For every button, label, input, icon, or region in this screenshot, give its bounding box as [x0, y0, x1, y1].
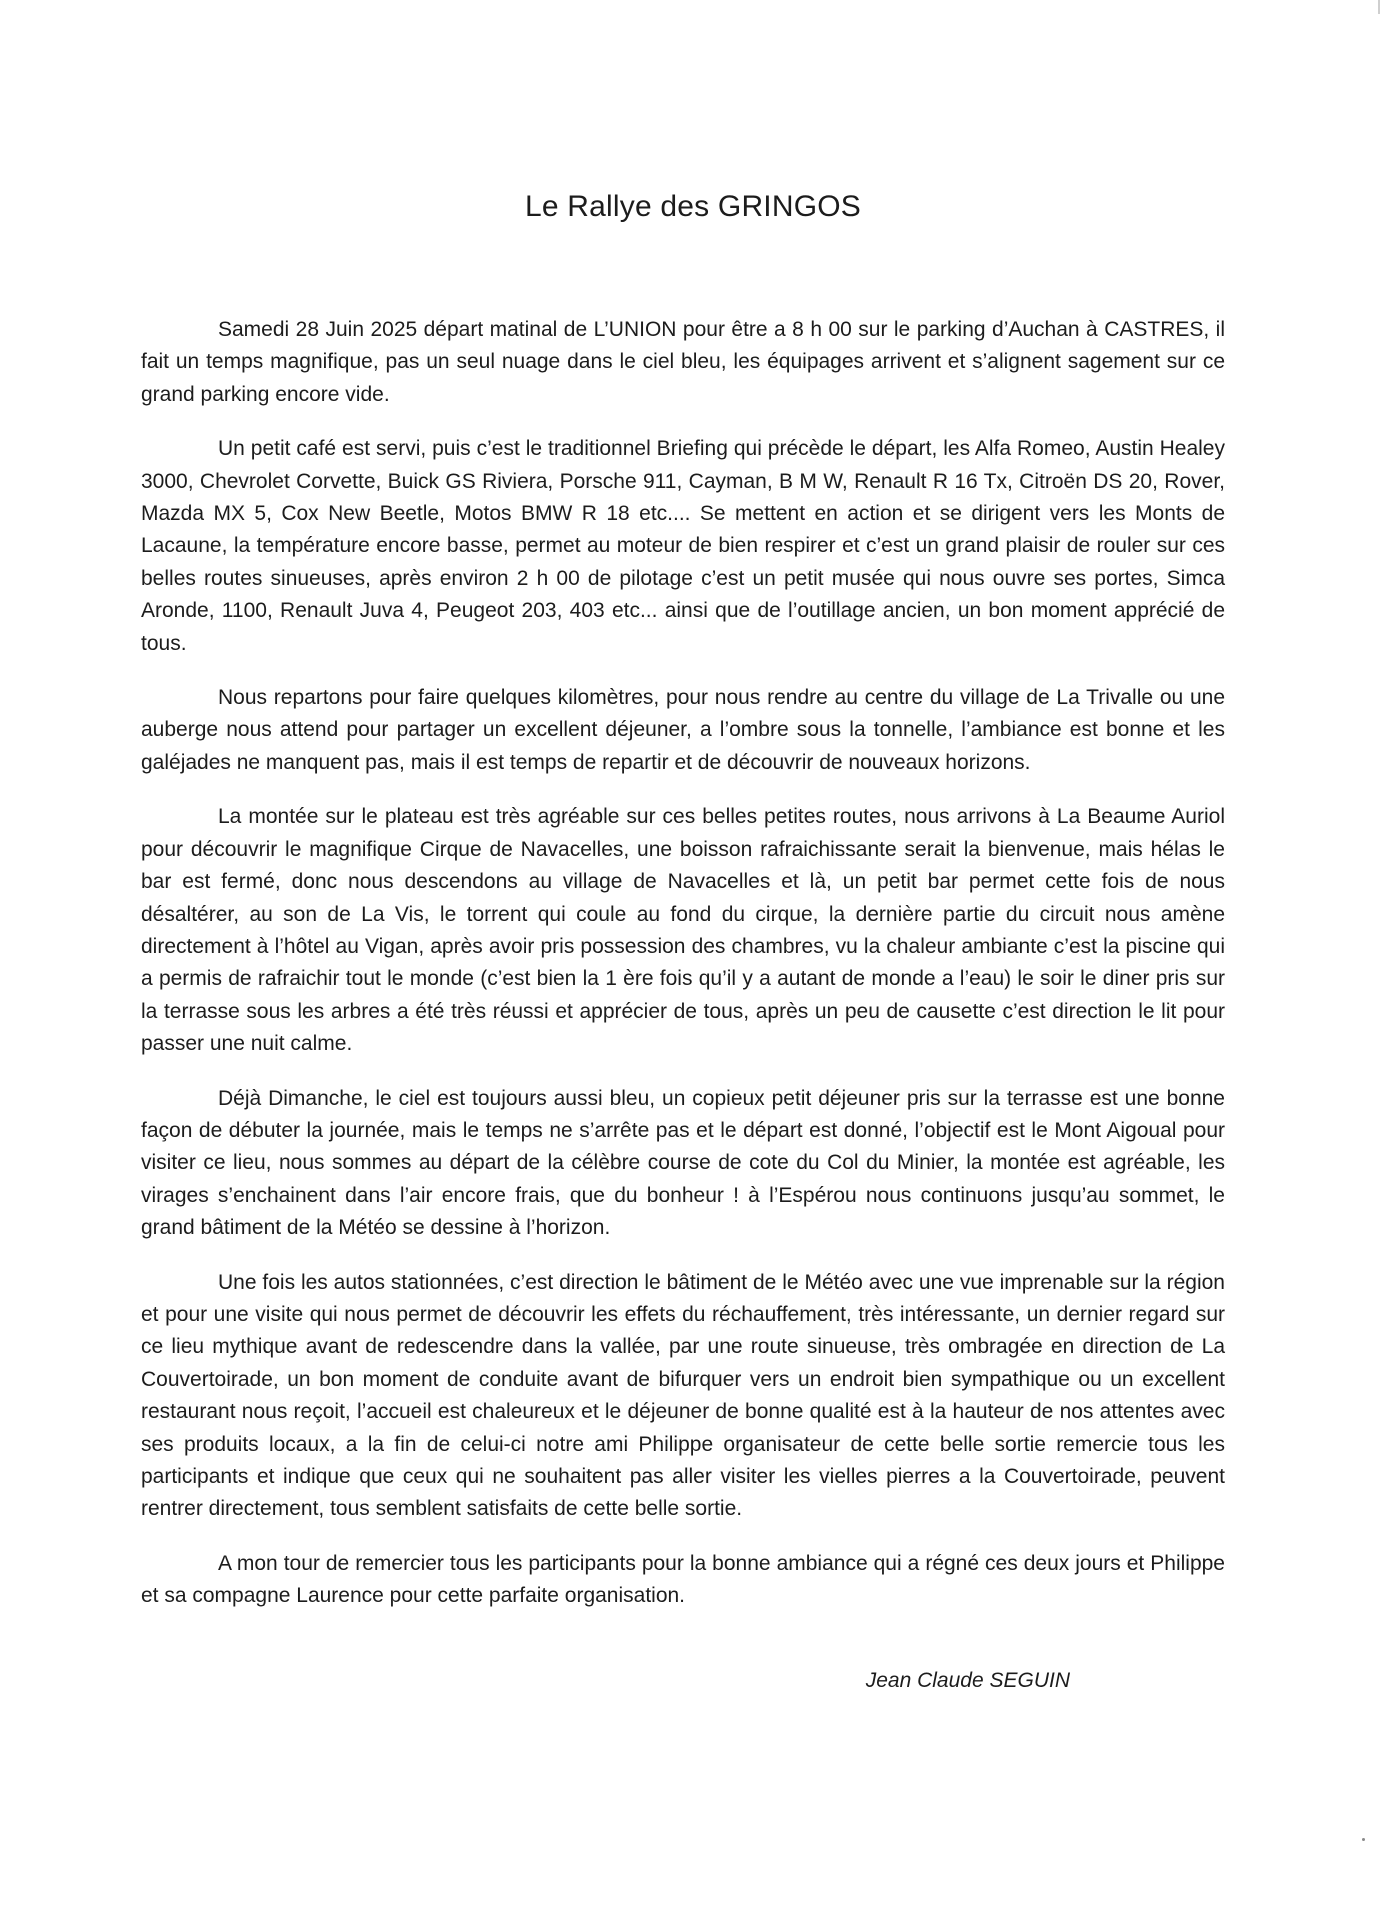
- paragraph-meteo: Une fois les autos stationnées, c’est direction le bâtiment de le Météo avec une vue imprenable sur la région et pour une visite qui nous permet de découvrir les effets du réchauffement, très intéressante, un dernier regard sur ce lieu mythique avant de redescendre dans la vallée, par une route sinueuse, très ombragée en direction de La Couvertoirade, un bon moment de conduite avant de bifurquer vers un endroit bien sympathique ou un excellent restaurant nous reçoit, l’accueil est chaleureux et le déjeuner de bonne qualité est à la hauteur de nos attentes avec ses produits locaux, a la fin de celui-ci notre ami Philippe organisateur de cette belle sortie remercie tous les participants et indique que ceux qui ne souhaitent pas aller visiter les vielles pierres a la Couvertoirade, peuvent rentrer directement, tous semblent satisfaits de cette belle sortie.: [141, 1270, 1225, 1521]
- paragraph-dejeuner: Nous repartons pour faire quelques kilomètres, pour nous rendre au centre du village de La Trivalle ou une auberge nous attend pour partager un excellent déjeuner, a l’ombre sous la tonnelle, l’ambiance est bonne et les galéjades ne manquent pas, mais il est temps de repartir et de découvrir de nouveaux horizons.: [141, 686, 1225, 774]
- scan-dust-speck: [1362, 1838, 1365, 1841]
- paragraph-navacelles: La montée sur le plateau est très agréable sur ces belles petites routes, nous arrivons à La Beaume Auriol pour découvrir le magnifique Cirque de Navacelles, une boisson rafraichissante serait la bienvenue, mais hélas le bar est fermé, donc nous descendons au village de Navacelles et là, un petit bar permet cette fois de nous désaltérer, au son de La Vis, le torrent qui coule au fond du cirque, la dernière partie du circuit nous amène directement à l’hôtel au Vigan, après avoir pris possession des chambres, vu la chaleur ambiante c’est la piscine qui a permis de rafraichir tout le monde (c’est bien la 1 ère fois qu’il y a autant de monde a l’eau) le soir le diner pris sur la terrasse sous les arbres a été très réussi et apprécier de tous, après un peu de causette c’est direction le lit pour passer une nuit calme.: [141, 805, 1225, 1056]
- scan-edge-mark: [1378, 0, 1380, 14]
- document-title: Le Rallye des GRINGOS: [525, 190, 861, 223]
- paragraph-briefing: Un petit café est servi, puis c’est le traditionnel Briefing qui précède le départ, les Alfa Romeo, Austin Healey 3000, Chevrolet Corvette, Buick GS Riviera, Porsche 911, Cayman, B M W, Renault R 16 Tx, Citroën DS 20, Rover, Mazda MX 5, Cox New Beetle, Motos BMW R 18 etc.... Se mettent en action et se dirigent vers les Monts de Lacaune, la température encore basse, permet au moteur de bien respirer et c’est un grand plaisir de rouler sur ces belles routes sinueuses, après environ 2 h 00 de pilotage c’est un petit musée qui nous ouvre ses portes, Simca Aronde, 1100, Renault Juva 4, Peugeot 203, 403 etc... ainsi que de l’outillage ancien, un bon moment apprécié de tous.: [141, 437, 1225, 655]
- author-signature: Jean Claude SEGUIN: [865, 1669, 1070, 1692]
- document-body: [141, 314, 1225, 1635]
- paragraph-remerciements: A mon tour de remercier tous les participants pour la bonne ambiance qui a régné ces deux jours et Philippe et sa compagne Laurence pour cette parfaite organisation.: [141, 1551, 1225, 1608]
- paragraph-dimanche: Déjà Dimanche, le ciel est toujours aussi bleu, un copieux petit déjeuner pris sur la terrasse est une bonne façon de débuter la journée, mais le temps ne s’arrête pas et le départ est donné, l’objectif est le Mont Aigoual pour visiter ce lieu, nous sommes au départ de la célèbre course de cote du Col du Minier, la montée est agréable, les virages s’enchainent dans l’air encore frais, que du bonheur ! à l’Espérou nous continuons jusqu’au sommet, le grand bâtiment de la Météo se dessine à l’horizon.: [141, 1086, 1225, 1240]
- paragraph-depart: Samedi 28 Juin 2025 départ matinal de L’UNION pour être a 8 h 00 sur le parking d’Auchan à CASTRES, il fait un temps magnifique, pas un seul nuage dans le ciel bleu, les équipages arrivent et s’alignent sagement sur ce grand parking encore vide.: [141, 318, 1225, 406]
